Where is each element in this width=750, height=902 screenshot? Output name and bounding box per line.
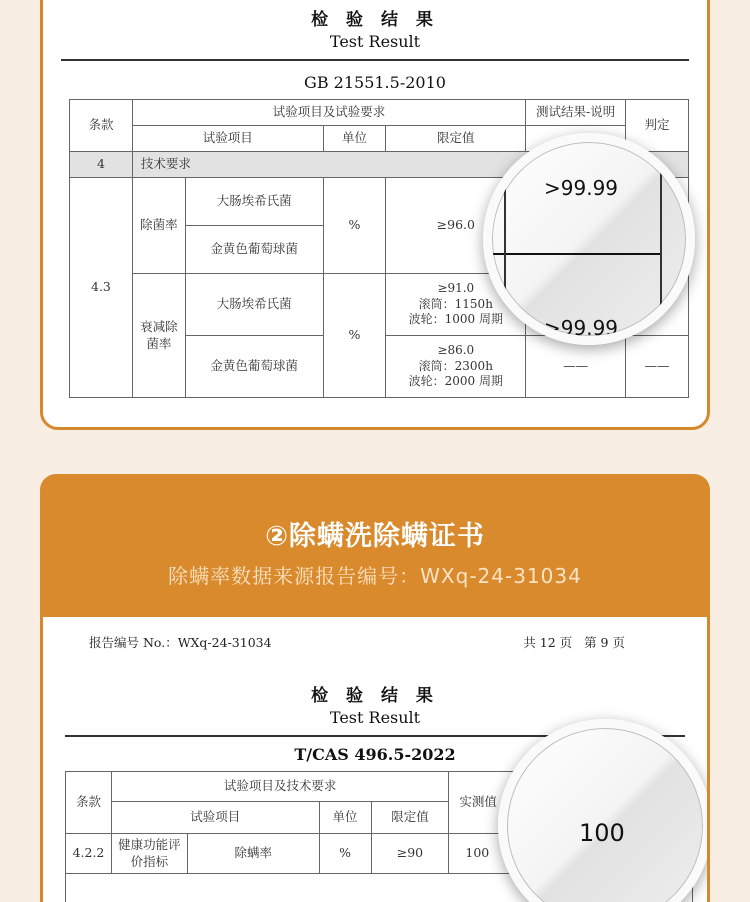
standard-number-2: T/CAS 496.5-2022 [294, 745, 456, 764]
section-banner [40, 474, 710, 634]
header-measured: 实测值 [449, 772, 515, 834]
magnified-value-top: >99.99 [544, 176, 619, 200]
magnified-value: 100 [579, 819, 625, 847]
header-items-2: 试验项目及技术要求 [111, 772, 448, 802]
limit-91: ≥91.0 滚筒：1150h 波轮：1000 周期 [386, 274, 526, 336]
item-staph-aureus-2: 金黄色葡萄球菌 [185, 336, 323, 398]
row-clause: 4.2.2 [66, 834, 112, 874]
title-english-2: Test Result [329, 708, 421, 727]
row-category: 健康功能评价指标 [111, 834, 187, 874]
unit-percent-2: % [323, 274, 386, 398]
header-test-item: 试验项目 [132, 126, 323, 152]
title-divider [61, 59, 689, 61]
header-limit-2: 限定值 [371, 802, 449, 834]
row-value: 100 [449, 834, 515, 874]
title-english: Test Result [329, 32, 421, 51]
header-unit: 单位 [323, 126, 386, 152]
verdict-dash: —— [626, 336, 689, 398]
section-clause: 4 [70, 152, 133, 178]
magnifier-lens-1 [483, 133, 695, 345]
row-unit: % [319, 834, 371, 874]
result-dash: —— [526, 336, 626, 398]
unit-percent: % [323, 178, 386, 274]
title-chinese: 检 验 结 果 [311, 10, 439, 30]
header-verdict: 判定 [626, 100, 689, 152]
section-label: 技术要求 [132, 152, 688, 178]
standard-number: GB 21551.5-2010 [304, 73, 446, 92]
row-item: 除螨率 [187, 834, 319, 874]
clause-4-3: 4.3 [70, 178, 133, 398]
header-test-item-2: 试验项目 [111, 802, 319, 834]
header-unit-2: 单位 [319, 802, 371, 834]
title-chinese-2: 检 验 结 果 [311, 686, 439, 706]
page-info: 共 12 页 第 9 页 [523, 635, 625, 650]
group-sterilization-rate: 除菌率 [132, 178, 185, 274]
banner-subtitle: 除螨率数据来源报告编号：WXq-24-31034 [168, 564, 582, 588]
report-title [43, 5, 707, 51]
header-clause-2: 条款 [66, 772, 112, 834]
header-result: 测试结果-说明 [526, 100, 626, 126]
banner-title: ②除螨洗除螨证书 [265, 521, 485, 552]
report-card-2 [40, 617, 710, 902]
header-limit: 限定值 [386, 126, 526, 152]
limit-96: ≥96.0 [386, 178, 526, 274]
row-limit: ≥90 [371, 834, 449, 874]
limit-86: ≥86.0 滚筒：2300h 波轮：2000 周期 [386, 336, 526, 398]
magnified-col-line-left [504, 142, 506, 336]
header-items: 试验项目及试验要求 [132, 100, 525, 126]
item-e-coli: 大肠埃希氏菌 [185, 178, 323, 226]
magnified-value-bottom: >99.99 [544, 316, 619, 340]
item-staph-aureus: 金黄色葡萄球菌 [185, 226, 323, 274]
group-decay-sterilization-rate: 衰减除菌率 [132, 274, 185, 398]
magnified-row-line [492, 253, 662, 255]
report-number: 报告编号 No.：WXq-24-31034 [89, 635, 272, 650]
header-clause: 条款 [70, 100, 133, 152]
item-e-coli-2: 大肠埃希氏菌 [185, 274, 323, 336]
report-card-1 [40, 0, 710, 430]
magnified-col-line-right [660, 142, 662, 336]
